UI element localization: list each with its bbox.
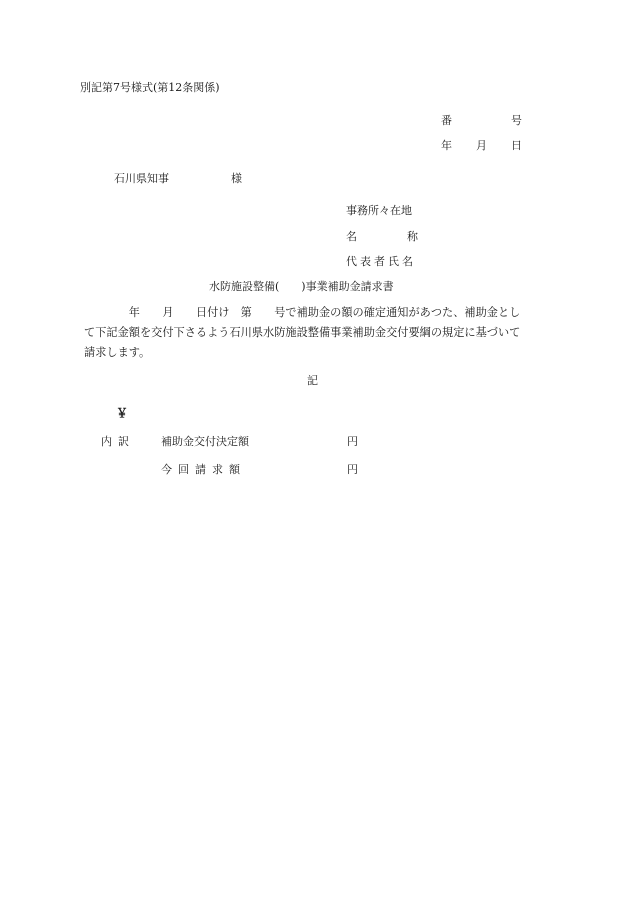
yen-unit: 円 xyxy=(347,435,358,448)
number-label-go: 号 xyxy=(511,114,522,127)
recipient-name: 石川県知事 xyxy=(114,172,169,185)
sender-address-label: 事務所々在地 xyxy=(346,204,412,217)
breakdown-label: 内訳 xyxy=(101,435,135,448)
sender-name-label-b: 称 xyxy=(407,230,418,243)
date-month-label: 月 xyxy=(476,139,487,152)
body-line-1: 年 月 日付け 第 号で補助金の額の確定通知があつた、補助金とし xyxy=(84,306,521,319)
ki-heading: 記 xyxy=(307,374,318,387)
recipient-honorific: 様 xyxy=(231,172,242,185)
yen-unit: 円 xyxy=(347,463,358,476)
recipient xyxy=(114,172,242,185)
breakdown-row-label: 今回請求額 xyxy=(161,463,246,476)
sender-representative-label: 代表者氏名 xyxy=(346,255,416,268)
body-paragraph xyxy=(84,303,554,363)
sender-name-label-a: 名 xyxy=(346,230,357,243)
form-identifier: 別記第7号様式(第12条関係) xyxy=(80,81,220,94)
date-year-label: 年 xyxy=(441,139,452,152)
breakdown-row-label: 補助金交付決定額 xyxy=(161,435,249,448)
document-title: 水防施設整備( )事業補助金請求書 xyxy=(209,280,394,293)
amount-yen-symbol: ￥ xyxy=(116,406,129,420)
body-line-3: 請求します。 xyxy=(84,346,151,359)
body-line-2: て下記金額を交付下さるよう石川県水防施設整備事業補助金交付要綱の規定に基づいて xyxy=(84,326,521,339)
date-day-label: 日 xyxy=(511,139,522,152)
number-label-ban: 番 xyxy=(441,114,452,127)
